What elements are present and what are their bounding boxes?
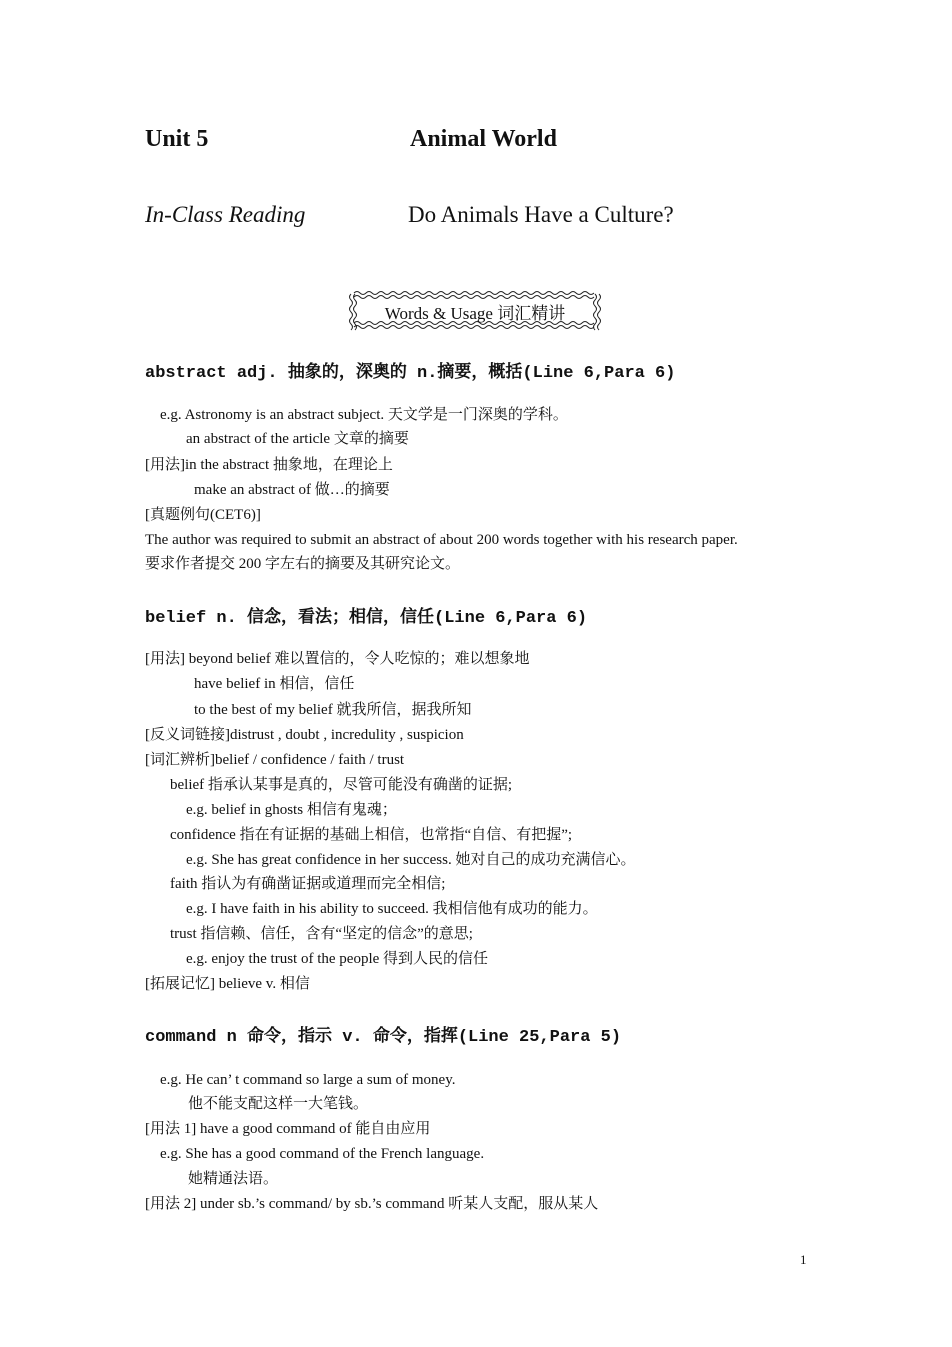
- example-line: an abstract of the article 文章的摘要: [186, 431, 409, 447]
- example-line: e.g. belief in ghosts 相信有鬼魂；: [186, 802, 397, 818]
- section-label: In-Class Reading: [145, 202, 306, 227]
- usage-line: have belief in 相信，信任: [194, 676, 355, 692]
- banner-label: Words & Usage 词汇精讲: [384, 304, 566, 323]
- distinction-line: confidence 指在有证据的基础上相信，也常指“自信、有把握”;: [170, 827, 573, 843]
- antonym-line: [反义词链接]distrust , doubt , incredulity , suspicion: [145, 727, 464, 743]
- usage-line: [用法] beyond belief 难以置信的，令人吃惊的；难以想象地: [145, 651, 530, 667]
- example-line: e.g. She has great confidence in her success. 她对自己的成功充满信心。: [186, 852, 636, 868]
- unit-title: Animal World: [410, 126, 557, 152]
- distinction-line: trust 指信赖、信任，含有“坚定的信念”的意思;: [170, 926, 473, 942]
- usage-line: make an abstract of 做…的摘要: [194, 482, 390, 498]
- distinction-label: [词汇辨析]belief / confidence / faith / trust: [145, 752, 405, 768]
- example-line: e.g. enjoy the trust of the people 得到人民的信任: [186, 951, 489, 967]
- section-title: Do Animals Have a Culture?: [408, 202, 674, 227]
- example-translation: 她精通法语。: [188, 1171, 279, 1187]
- usage-line: [用法]in the abstract 抽象地，在理论上: [145, 457, 393, 473]
- example-line: e.g. She has a good command of the French language.: [160, 1146, 485, 1162]
- memory-line: [拓展记忆] believe v. 相信: [145, 976, 310, 992]
- example-line: e.g. He can’ t command so large a sum of money.: [160, 1072, 456, 1088]
- exam-sentence: The author was required to submit an abstract of about 200 words together with his research paper.: [145, 532, 738, 548]
- entry-heading-command: command n 命令，指示 v. 命令，指挥(Line 25,Para 5): [145, 1028, 622, 1047]
- example-translation: 他不能支配这样一大笔钱。: [188, 1096, 369, 1112]
- page-number: 1: [800, 1252, 807, 1267]
- exam-translation: 要求作者提交 200 字左右的摘要及其研究论文。: [145, 556, 461, 572]
- distinction-line: belief 指承认某事是真的，尽管可能没有确凿的证据;: [170, 777, 513, 793]
- entry-heading-abstract: abstract adj. 抽象的，深奥的 n.摘要，概括(Line 6,Para 6): [145, 364, 676, 383]
- exam-label: [真题例句(CET6)]: [145, 507, 261, 523]
- entry-heading-belief: belief n. 信念，看法；相信，信任(Line 6,Para 6): [145, 609, 588, 628]
- example-line: e.g. I have faith in his ability to succeed. 我相信他有成功的能力。: [186, 901, 598, 917]
- usage-line: [用法 1] have a good command of 能自由应用: [145, 1121, 431, 1137]
- example-line: e.g. Astronomy is an abstract subject. 天文学是一门深奥的学科。: [160, 407, 568, 423]
- distinction-line: faith 指认为有确凿证据或道理而完全相信;: [170, 876, 446, 892]
- unit-label: Unit 5: [145, 126, 209, 152]
- words-usage-banner: [346, 288, 604, 332]
- usage-line: to the best of my belief 就我所信，据我所知: [194, 702, 472, 718]
- usage-line: [用法 2] under sb.’s command/ by sb.’s command 听某人支配，服从某人: [145, 1196, 599, 1212]
